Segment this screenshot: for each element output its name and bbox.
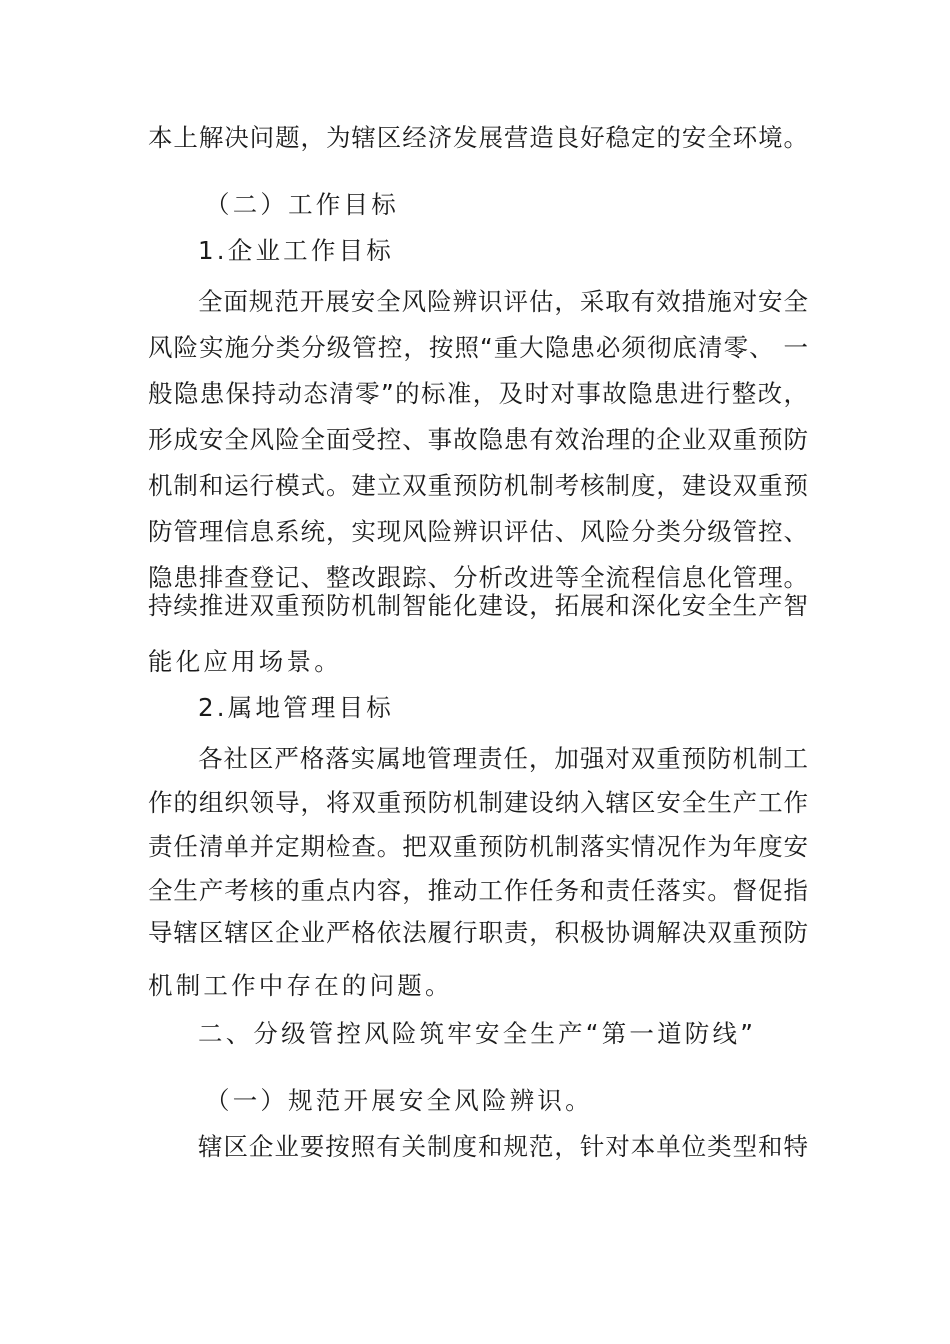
paragraph-line: 机制工作中存在的问题。 xyxy=(148,971,453,1000)
paragraph-line: 作的组织领导，将双重预防机制建设纳入辖区安全生产工作 xyxy=(148,788,808,817)
paragraph-line: 形成安全风险全面受控、事故隐患有效治理的企业双重预防 xyxy=(148,425,808,454)
paragraph-line: 全面规范开展安全风险辨识评估，采取有效措施对安全 xyxy=(198,287,808,316)
paragraph-line: 机制和运行模式。建立双重预防机制考核制度，建设双重预 xyxy=(148,471,808,500)
paragraph-line: 隐患排查登记、整改跟踪、分析改进等全流程信息化管理。 xyxy=(148,563,808,592)
paragraph-line: 防管理信息系统，实现风险辨识评估、风险分类分级管控、 xyxy=(148,517,808,546)
paragraph-line: 全生产考核的重点内容，推动工作任务和责任落实。督促指 xyxy=(148,876,808,905)
paragraph-line: 本上解决问题，为辖区经济发展营造良好稳定的安全环境。 xyxy=(148,123,808,152)
paragraph-line: 导辖区辖区企业严格依法履行职责，积极协调解决双重预防 xyxy=(148,918,808,947)
paragraph-line: 辖区企业要按照有关制度和规范，针对本单位类型和特 xyxy=(198,1132,808,1161)
paragraph-line: 持续推进双重预防机制智能化建设，拓展和深化安全生产智 xyxy=(148,591,808,620)
subsection-heading: 2.属地管理目标 xyxy=(198,693,394,722)
paragraph-line: 风险实施分类分级管控，按照“重大隐患必须彻底清零、 一 xyxy=(148,333,808,362)
paragraph-line: 责任清单并定期检查。把双重预防机制落实情况作为年度安 xyxy=(148,832,808,861)
subsection-heading: 1.企业工作目标 xyxy=(198,236,394,265)
paragraph-line: 般隐患保持动态清零”的标准，及时对事故隐患进行整改， xyxy=(148,379,808,408)
paragraph-line: 能化应用场景。 xyxy=(148,647,342,676)
section-heading: 二、分级管控风险筑牢安全生产“第一道防线” xyxy=(198,1019,757,1048)
subsection-heading: （一）规范开展安全风险辨识。 xyxy=(205,1086,593,1115)
section-heading: （二）工作目标 xyxy=(205,190,399,219)
paragraph-line: 各社区严格落实属地管理责任，加强对双重预防机制工 xyxy=(198,744,808,773)
